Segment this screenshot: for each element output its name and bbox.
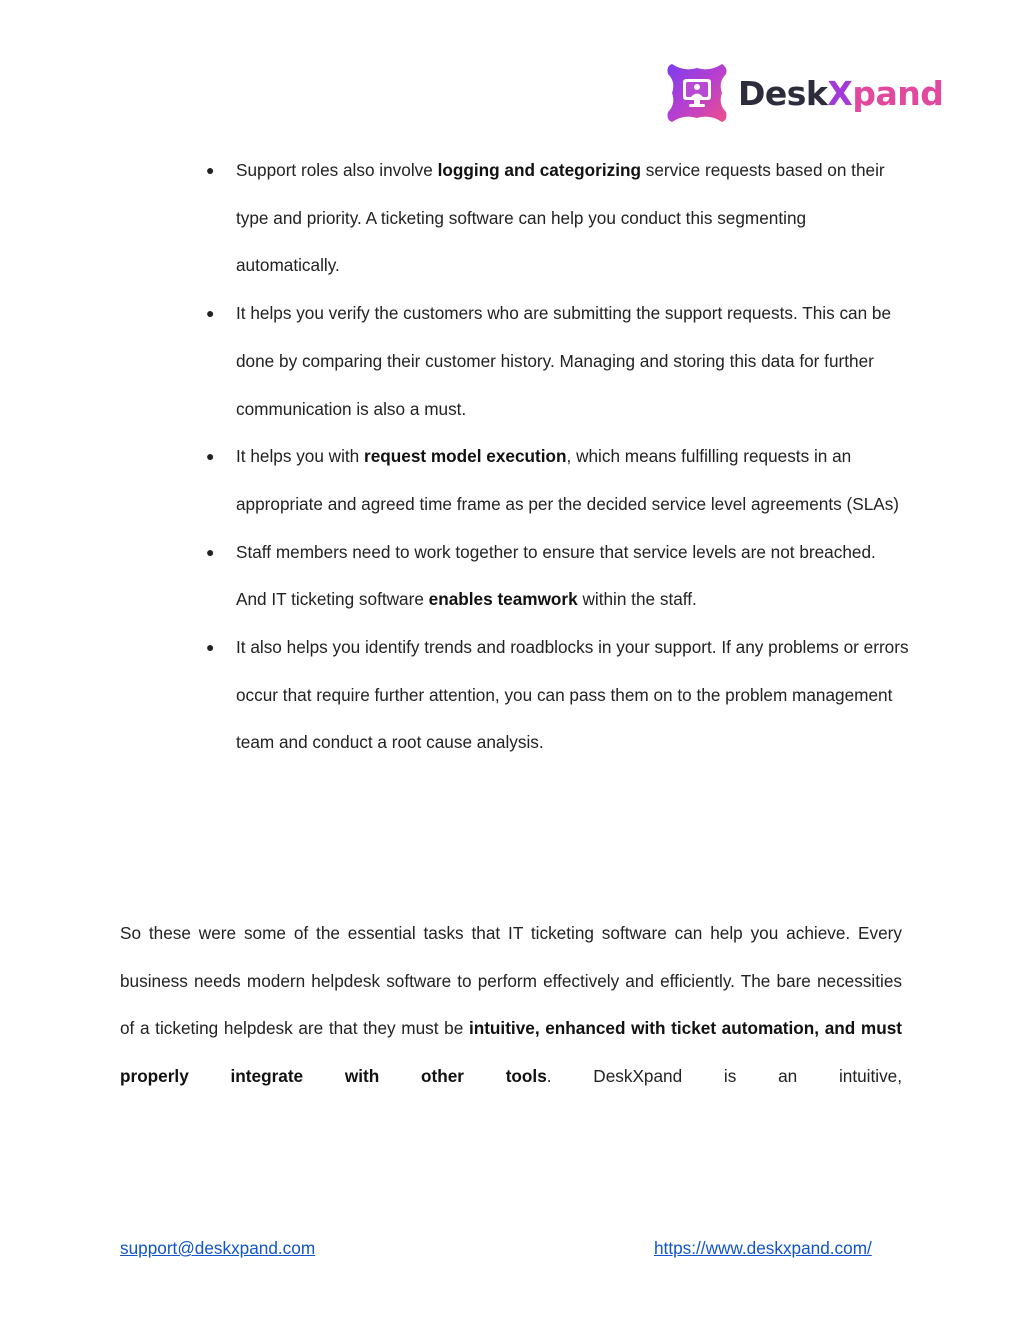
bullet-list xyxy=(200,147,910,767)
support-email-link[interactable]: support@deskxpand.com xyxy=(120,1238,316,1258)
brand-wordmark xyxy=(738,73,944,113)
summary-paragraph: So these were some of the essential tasks that IT ticketing software can help you achieve. Every business needs modern helpdesk software to perform effectively and efficiently. The bare necessities of a ticketing helpdesk are that they must be intuitive, enhanced with ticket automation, and must properly integrate with other tools. DeskXpand is an intuitive, xyxy=(120,923,902,1087)
bullet-icon: ● xyxy=(206,639,215,656)
brand-name-x: X xyxy=(827,73,853,113)
list-item: ● It also helps you identify trends and roadblocks in your support. If any problems or errors occur that require further attention, you can pass them on to the problem management team and conduct a root cause analysis. xyxy=(200,624,910,767)
list-item: ● Support roles also involve logging and categorizing service requests based on their type and priority. A ticketing software can help you conduct this segmenting automatically. xyxy=(200,147,910,290)
monitor-user-icon xyxy=(664,60,730,126)
brand-logo xyxy=(664,60,943,126)
bullet-icon: ● xyxy=(206,543,215,560)
bullet-icon: ● xyxy=(206,305,215,322)
website-link[interactable]: https://www.deskxpand.com/ xyxy=(654,1238,872,1258)
list-item: ● It helps you verify the customers who are submitting the support requests. This can be done by comparing their customer history. Managing and storing this data for further communication is also a must. xyxy=(200,290,910,433)
brand-name-desk: Desk xyxy=(738,73,828,113)
list-item: ● Staff members need to work together to ensure that service levels are not breached. And IT ticketing software enables teamwork within the staff. xyxy=(200,529,910,624)
list-item: ● It helps you with request model execution, which means fulfilling requests in an appropriate and agreed time frame as per the decided service level agreements (SLAs) xyxy=(200,433,910,528)
bullet-icon: ● xyxy=(206,162,215,178)
bullet-icon: ● xyxy=(206,448,215,465)
brand-name-pand: pand xyxy=(852,73,944,113)
